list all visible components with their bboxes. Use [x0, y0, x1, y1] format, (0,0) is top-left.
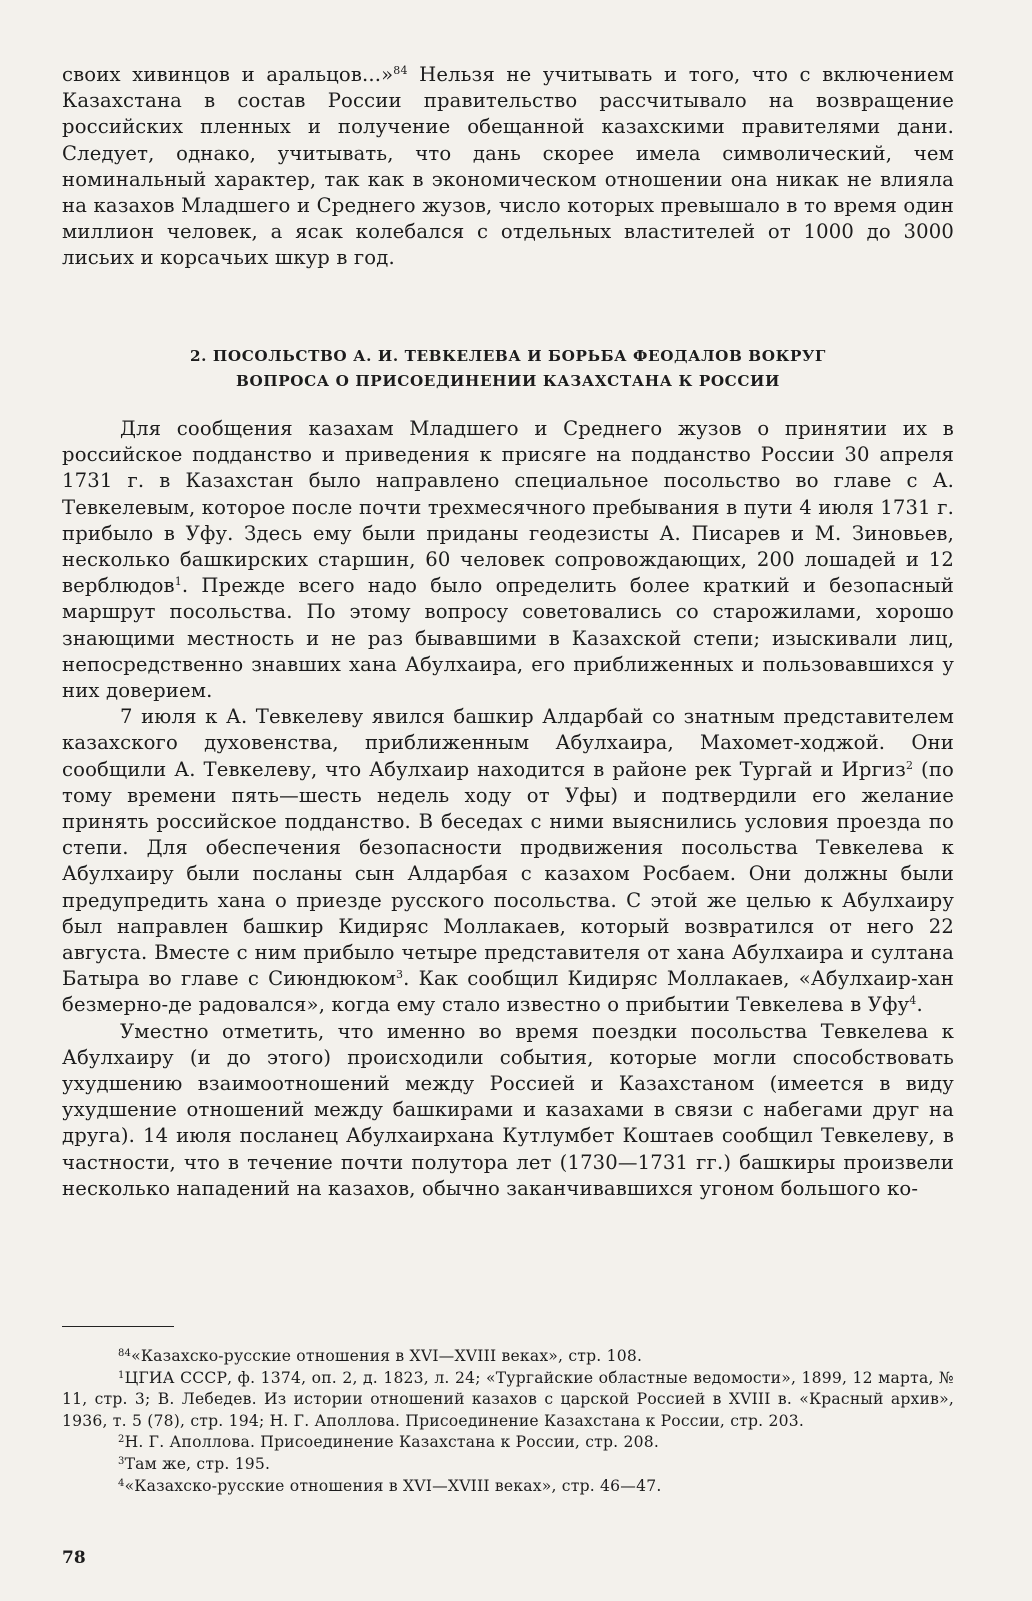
footnote-number: 84 [118, 1348, 132, 1359]
footnote-number: 1 [118, 1369, 125, 1381]
footnotes [62, 1346, 954, 1497]
section-heading-line: 2. ПОСОЛЬСТВО А. И. ТЕВКЕЛЕВА И БОРЬБА ФЕОДАЛОВ ВОКРУГ [189, 347, 827, 365]
continued-paragraph [62, 62, 954, 272]
main-text-block [62, 416, 954, 1202]
footnote-number: 3 [118, 1455, 125, 1467]
footnote-text: ЦГИА СССР, ф. 1374, оп. 2, д. 1823, л. 24; «Тургайские областные ведомости», 1899, 12 марта, № 11, стр. 3; В. Лебедев. Из истории отношений казахов с царской Россией в XVIII в. «Красный архив», 1936, т. 5 (78), стр. 194; Н. Г. Аполлова. Присоединение Казахстана к России, стр. 203. [62, 1368, 954, 1430]
footnote [62, 1432, 954, 1454]
section-heading [62, 344, 954, 394]
paragraph-text: Уместно отметить, что именно во время поездки посольства Тевкелева к Абулхаиру (и до этого) происходили события, которые могли способствовать ухудшению взаимоотношений между Россией и Казахстаном (имеется в виду ухудшение отношений между башкирами и казахами в связи с набегами друг на друга). 14 июля посланец Абулхаирхана Кутлумбет Коштаев сообщил Тевкелеву, в частности, что в течение почти полутора лет (1730—1731 гг.) башкиры произвели несколько нападений на казахов, обычно заканчивавшихся угоном большого ко- [62, 1019, 954, 1200]
footnote-ref: 3 [396, 968, 404, 982]
footnote-text: «Казахско-русские отношения в XVI—XVIII веках», стр. 46—47. [124, 1476, 662, 1495]
paragraph [62, 1019, 954, 1202]
paragraph-text: (по тому времени пять—шесть недель ходу от Уфы) и подтвердили его желание принять российское подданство. В беседах с ними выяснились условия проезда по степи. Для обеспечения безопасности продвижения посольства Тевкелева к Абулхаиру были посланы сын Алдарбая с казахом Росбаем. Они должны были предупредить хана о приезде русского посольства. С этой же целью к Абулхаиру был направлен башкир Кидиряс Моллакаев, который возвратился от него 22 августа. Вместе с ним прибыло четыре представителя от хана Абулхаира и султана Батыра во главе с Сиюндюком [62, 757, 954, 991]
paragraph-text: Нельзя не учитывать и того, что с включением Казахстана в состав России правительство рассчитывало на возвращение российских пленных и получение обещанной казахскими правителями дани. Следует, однако, учитывать, что дань скорее имела символический, чем номинальный характер, так как в экономическом отношении она никак не влияла на казахов Младшего и Среднего жузов, число которых превышало в то время один миллион человек, а ясак колебался с отдельных властителей от 1000 до 3000 лисьих и корсачьих шкур в год. [62, 63, 955, 270]
footnote-ref: 2 [906, 758, 914, 772]
paragraph-text: . Как сообщил Кидиряс Моллакаев, «Абулхаир-хан безмерно-де радовался», когда ему стало известно о прибытии Тевкелева в Уфу [62, 967, 954, 1017]
footnote [62, 1454, 954, 1476]
footnote-ref: 1 [174, 575, 182, 589]
paragraph-text: . Прежде всего надо было определить более краткий и безопасный маршрут посольства. По этому вопросу советовались со старожилами, хорошо знающими местность и не раз бывавшими в Казахской степи; изыскивали лиц, непосредственно знавших хана Абулхаира, его приближенных и пользовавшихся у них доверием. [62, 574, 954, 703]
footnote-ref: 84 [393, 64, 408, 77]
footnote-number: 2 [118, 1434, 125, 1446]
footnote-divider [62, 1326, 174, 1327]
paragraph-text: . [916, 993, 923, 1017]
footnote-text: Там же, стр. 195. [124, 1454, 271, 1473]
footnote [62, 1346, 954, 1368]
footnote [62, 1368, 954, 1433]
section-heading-line: ВОПРОСА О ПРИСОЕДИНЕНИИ КАЗАХСТАНА К РОССИИ [236, 372, 780, 390]
paragraph-text: Для сообщения казахам Младшего и Среднего жузов о принятии их в российское подданство и приведения к присяге на подданство России 30 апреля 1731 г. в Казахстан было направлено специальное посольство во главе с А. Тевкелевым, которое после почти трехмесячного пребывания в пути 4 июля 1731 г. прибыло в Уфу. Здесь ему были приданы геодезисты А. Писарев и М. Зиновьев, несколько башкирских старшин, 60 человек сопровождающих, 200 лошадей и 12 верблюдов [62, 417, 954, 598]
paragraph-text: своих хивинцов и аральцов...» [62, 63, 394, 86]
footnote-text: «Казахско-русские отношения в XVI—XVIII веках», стр. 108. [131, 1347, 643, 1365]
footnote-number: 4 [118, 1477, 125, 1489]
top-paragraph-block [62, 62, 954, 272]
paragraph [62, 704, 954, 1018]
page-number: 78 [62, 1548, 86, 1568]
footnote [62, 1476, 954, 1498]
paragraph [62, 416, 954, 704]
paragraph-text: 7 июля к А. Тевкелеву явился башкир Алдарбай со знатным представителем казахского духовенства, приближенным Абулхаира, Махомет-ходжой. Они сообщили А. Тевкелеву, что Абулхаир находится в районе рек Тургай и Иргиз [62, 705, 954, 781]
footnote-ref: 4 [909, 994, 917, 1008]
footnote-text: Н. Г. Аполлова. Присоединение Казахстана к России, стр. 208. [124, 1433, 659, 1452]
